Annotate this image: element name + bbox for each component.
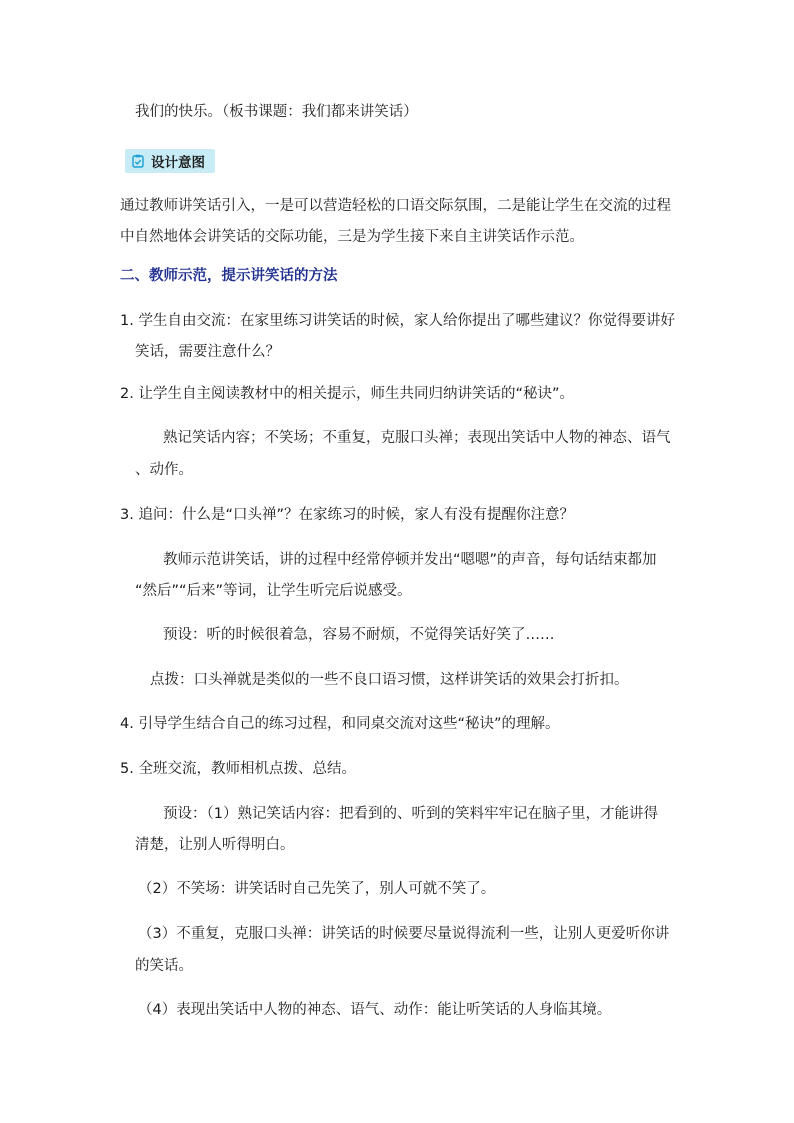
text-line: 预设：听的时候很着急，容易不耐烦，不觉得笑话好笑了…… bbox=[163, 627, 555, 643]
text-line: （3）不重复，克服口头禅：讲笑话的时候要尽量说得流利一些，让别人更爱听你讲 bbox=[138, 926, 670, 942]
text-line: 4. 引导学生结合自己的练习过程，和同桌交流对这些“秘诀”的理解。 bbox=[120, 716, 560, 732]
text-line: 、动作。 bbox=[135, 462, 193, 478]
text-line: 通过教师讲笑话引入，一是可以营造轻松的口语交际氛围，二是能让学生在交流的过程 bbox=[120, 198, 671, 214]
text-line: 预设：（1）熟记笑话内容：把看到的、听到的笑料牢牢记在脑子里，才能讲得 bbox=[163, 806, 658, 822]
text-line: 熟记笑话内容；不笑场；不重复，克服口头禅；表现出笑话中人物的神态、语气 bbox=[163, 430, 671, 446]
badge-label: 设计意图 bbox=[151, 155, 205, 171]
section-heading: 二、教师示范，提示讲笑话的方法 bbox=[120, 268, 338, 284]
clipboard-check-icon bbox=[131, 154, 145, 168]
text-line: 2. 让学生自主阅读教材中的相关提示，师生共同归纳讲笑话的“秘诀”。 bbox=[120, 386, 574, 402]
text-line: 3. 追问：什么是“口头禅”？在家练习的时候，家人有没有提醒你注意？ bbox=[120, 507, 574, 523]
text-line: 5. 全班交流，教师相机点拨、总结。 bbox=[120, 761, 356, 777]
text-line: 我们的快乐。（板书课题：我们都来讲笑话） bbox=[135, 104, 418, 120]
text-line: 中自然地体会讲笑话的交际功能，三是为学生接下来自主讲笑话作示范。 bbox=[120, 229, 584, 245]
text-line: 清楚，让别人听得明白。 bbox=[135, 837, 295, 853]
text-line: 笑话，需要注意什么？ bbox=[135, 344, 280, 360]
text-line: 1. 学生自由交流：在家里练习讲笑话的时候，家人给你提出了哪些建议？你觉得要讲好 bbox=[120, 313, 675, 329]
text-line: “然后”“后来”等词，让学生听完后说感受。 bbox=[135, 583, 412, 599]
design-intent-badge bbox=[125, 149, 215, 173]
text-line: 教师示范讲笑话，讲的过程中经常停顿并发出“嗯嗯”的声音，每句话结束都加 bbox=[163, 552, 657, 568]
text-line: 的笑话。 bbox=[135, 958, 193, 974]
text-line: （2）不笑场：讲笑话时自己先笑了，别人可就不笑了。 bbox=[138, 881, 496, 897]
text-line: （4）表现出笑话中人物的神态、语气、动作：能让听笑话的人身临其境。 bbox=[138, 1002, 612, 1018]
text-line: 点拨：口头禅就是类似的一些不良口语习惯，这样讲笑话的效果会打折扣。 bbox=[150, 672, 629, 688]
